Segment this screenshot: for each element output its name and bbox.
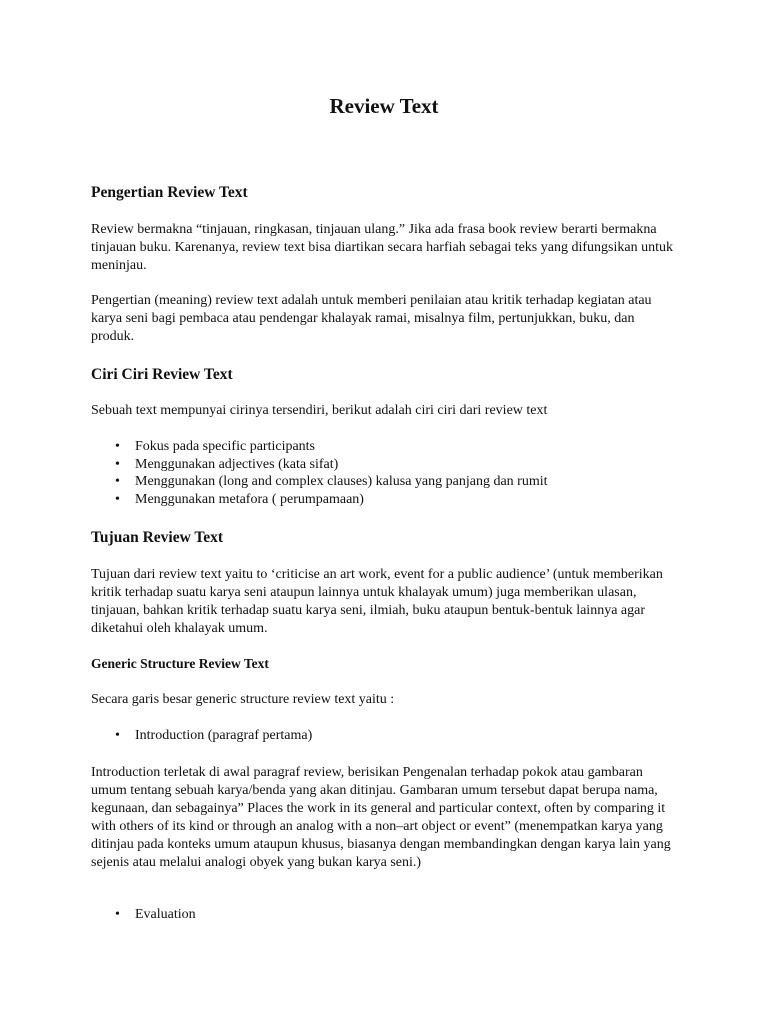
list-ciri	[91, 438, 681, 508]
page-title: Review Text	[329, 94, 439, 118]
heading-ciri: Ciri Ciri Review Text	[91, 366, 233, 383]
heading-generic-structure: Generic Structure Review Text	[91, 656, 269, 671]
paragraph-pengertian-1: Review bermakna “tinjauan, ringkasan, tinjauan ulang.” Jika ada frasa book review berarti bermakna tinjauan buku. Karenanya, review text bisa diartikan secara harfiah sebagai teks yang difungsikan untuk meninjau.	[91, 222, 673, 273]
paragraph-ciri-intro: Sebuah text mempunyai cirinya tersendiri, berikut adalah ciri ciri dari review text	[91, 403, 548, 418]
paragraph-tujuan: Tujuan dari review text yaitu to ‘criticise an art work, event for a public audience’ (untuk memberikan kritik terhadap suatu karya seni ataupun lainnya untuk khalayak umum) juga memberikan ulasan, tinjauan, bahkan kritik terhadap suatu karya seni, ilmiah, buku ataupun bentuk-bentuk lainnya agar diketahui oleh khalayak umum.	[91, 567, 663, 636]
list-generic-2	[91, 906, 681, 924]
paragraph-pengertian-2: Pengertian (meaning) review text adalah untuk memberi penilaian atau kritik terhadap kegiatan atau karya seni bagi pembaca atau pendengar khalayak ramai, misalnya film, pertunjukkan, buku, dan produk.	[91, 293, 652, 344]
list-item: • Menggunakan adjectives (kata sifat)	[91, 456, 681, 474]
list-item: • Introduction (paragraf pertama)	[91, 727, 681, 745]
paragraph-generic-intro: Secara garis besar generic structure review text yaitu :	[91, 692, 395, 707]
heading-pengertian: Pengertian Review Text	[91, 184, 248, 201]
list-item: • Evaluation	[91, 906, 681, 924]
list-item: • Fokus pada specific participants	[91, 438, 681, 456]
paragraph-introduction: Introduction terletak di awal paragraf review, berisikan Pengenalan terhadap pokok atau gambaran umum tentang sebuah karya/benda yang akan ditinjau. Gambaran umum tersebut dapat berupa nama, kegunaan, dan sebagainya” Places the work in its general and particular context, often by comparing it with others of its kind or through an analog with a non–art object or event” (menempatkan karya yang ditinjau pada konteks umum ataupun khusus, biasanya dengan membandingkan dengan karya lain yang sejenis atau melalui analogi obyek yang bukan karya seni.)	[91, 765, 671, 870]
list-generic-1	[91, 727, 681, 745]
list-item: • Menggunakan (long and complex clauses) kalusa yang panjang dan rumit	[91, 473, 681, 491]
heading-tujuan: Tujuan Review Text	[91, 529, 224, 546]
list-item: • Menggunakan metafora ( perumpamaan)	[91, 491, 681, 509]
